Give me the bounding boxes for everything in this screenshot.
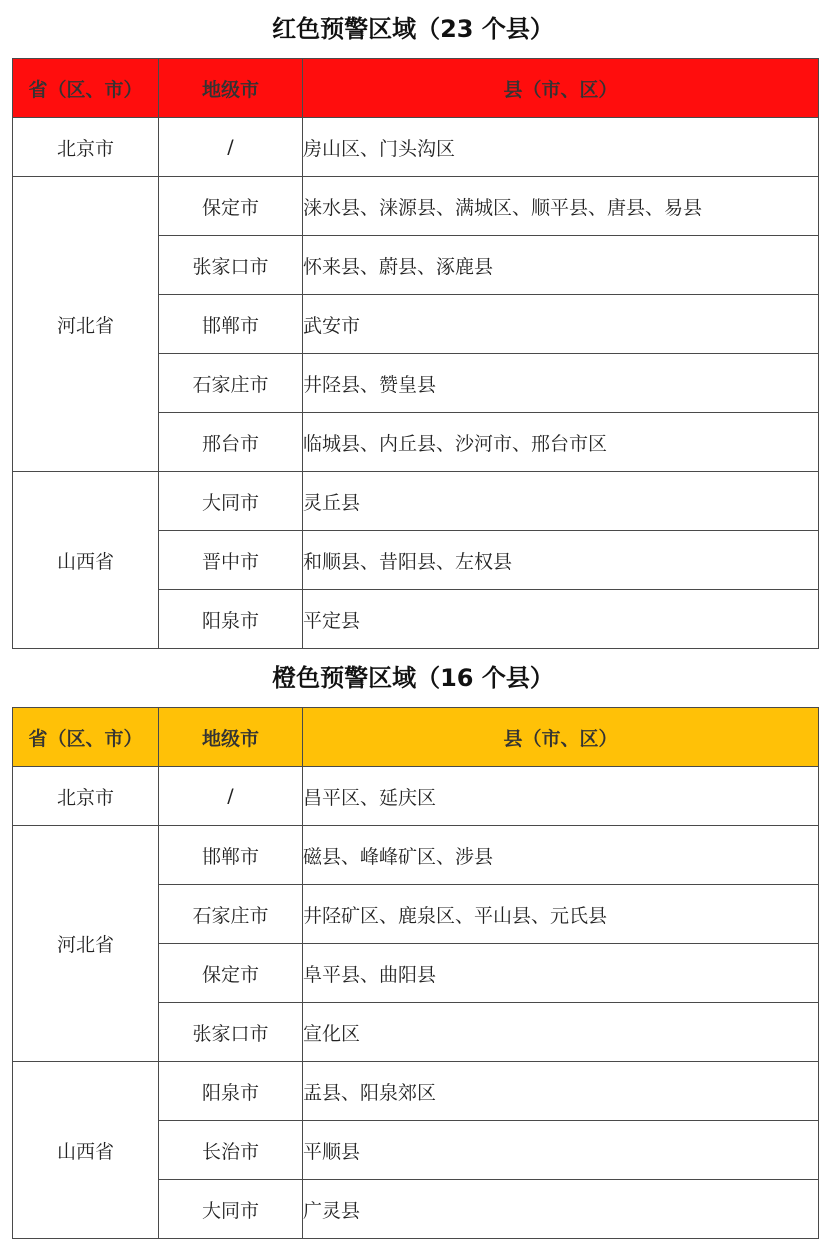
county-cell: 涞水县、涞源县、满城区、顺平县、唐县、易县 — [303, 177, 819, 236]
county-cell: 平顺县 — [303, 1121, 819, 1180]
table-row — [13, 826, 819, 885]
table-header-row — [13, 59, 819, 118]
county-cell: 井陉县、赞皇县 — [303, 354, 819, 413]
city-cell: / — [159, 767, 303, 826]
city-cell: 石家庄市 — [159, 885, 303, 944]
province-cell: 北京市 — [13, 118, 159, 177]
city-cell: 张家口市 — [159, 236, 303, 295]
county-cell: 平定县 — [303, 590, 819, 649]
header-county: 县（市、区） — [303, 59, 819, 118]
orange-warning-table — [12, 707, 819, 1239]
city-cell: 邢台市 — [159, 413, 303, 472]
header-city: 地级市 — [159, 59, 303, 118]
city-cell: 保定市 — [159, 944, 303, 1003]
header-province: 省（区、市） — [13, 708, 159, 767]
county-cell: 广灵县 — [303, 1180, 819, 1239]
province-cell: 北京市 — [13, 767, 159, 826]
province-cell: 山西省 — [13, 1062, 159, 1239]
table-row — [13, 472, 819, 531]
county-cell: 阜平县、曲阳县 — [303, 944, 819, 1003]
city-cell: 大同市 — [159, 472, 303, 531]
county-cell: 磁县、峰峰矿区、涉县 — [303, 826, 819, 885]
city-cell: 阳泉市 — [159, 1062, 303, 1121]
city-cell: 阳泉市 — [159, 590, 303, 649]
header-city: 地级市 — [159, 708, 303, 767]
county-cell: 昌平区、延庆区 — [303, 767, 819, 826]
county-cell: 临城县、内丘县、沙河市、邢台市区 — [303, 413, 819, 472]
county-cell: 武安市 — [303, 295, 819, 354]
county-cell: 宣化区 — [303, 1003, 819, 1062]
province-cell: 河北省 — [13, 177, 159, 472]
city-cell: 邯郸市 — [159, 826, 303, 885]
city-cell: 长治市 — [159, 1121, 303, 1180]
province-cell: 河北省 — [13, 826, 159, 1062]
province-cell: 山西省 — [13, 472, 159, 649]
table-row — [13, 767, 819, 826]
table-header-row — [13, 708, 819, 767]
red-warning-table — [12, 58, 819, 649]
county-cell: 盂县、阳泉郊区 — [303, 1062, 819, 1121]
header-province: 省（区、市） — [13, 59, 159, 118]
county-cell: 井陉矿区、鹿泉区、平山县、元氏县 — [303, 885, 819, 944]
city-cell: 大同市 — [159, 1180, 303, 1239]
county-cell: 灵丘县 — [303, 472, 819, 531]
city-cell: 保定市 — [159, 177, 303, 236]
city-cell: 张家口市 — [159, 1003, 303, 1062]
header-county: 县（市、区） — [303, 708, 819, 767]
city-cell: 邯郸市 — [159, 295, 303, 354]
table-row — [13, 118, 819, 177]
county-cell: 和顺县、昔阳县、左权县 — [303, 531, 819, 590]
orange-warning-title: 橙色预警区域（16 个县） — [272, 664, 554, 692]
city-cell: 石家庄市 — [159, 354, 303, 413]
city-cell: / — [159, 118, 303, 177]
table-row — [13, 177, 819, 236]
red-warning-title: 红色预警区域（23 个县） — [272, 15, 554, 43]
city-cell: 晋中市 — [159, 531, 303, 590]
county-cell: 房山区、门头沟区 — [303, 118, 819, 177]
table-row — [13, 1062, 819, 1121]
county-cell: 怀来县、蔚县、涿鹿县 — [303, 236, 819, 295]
